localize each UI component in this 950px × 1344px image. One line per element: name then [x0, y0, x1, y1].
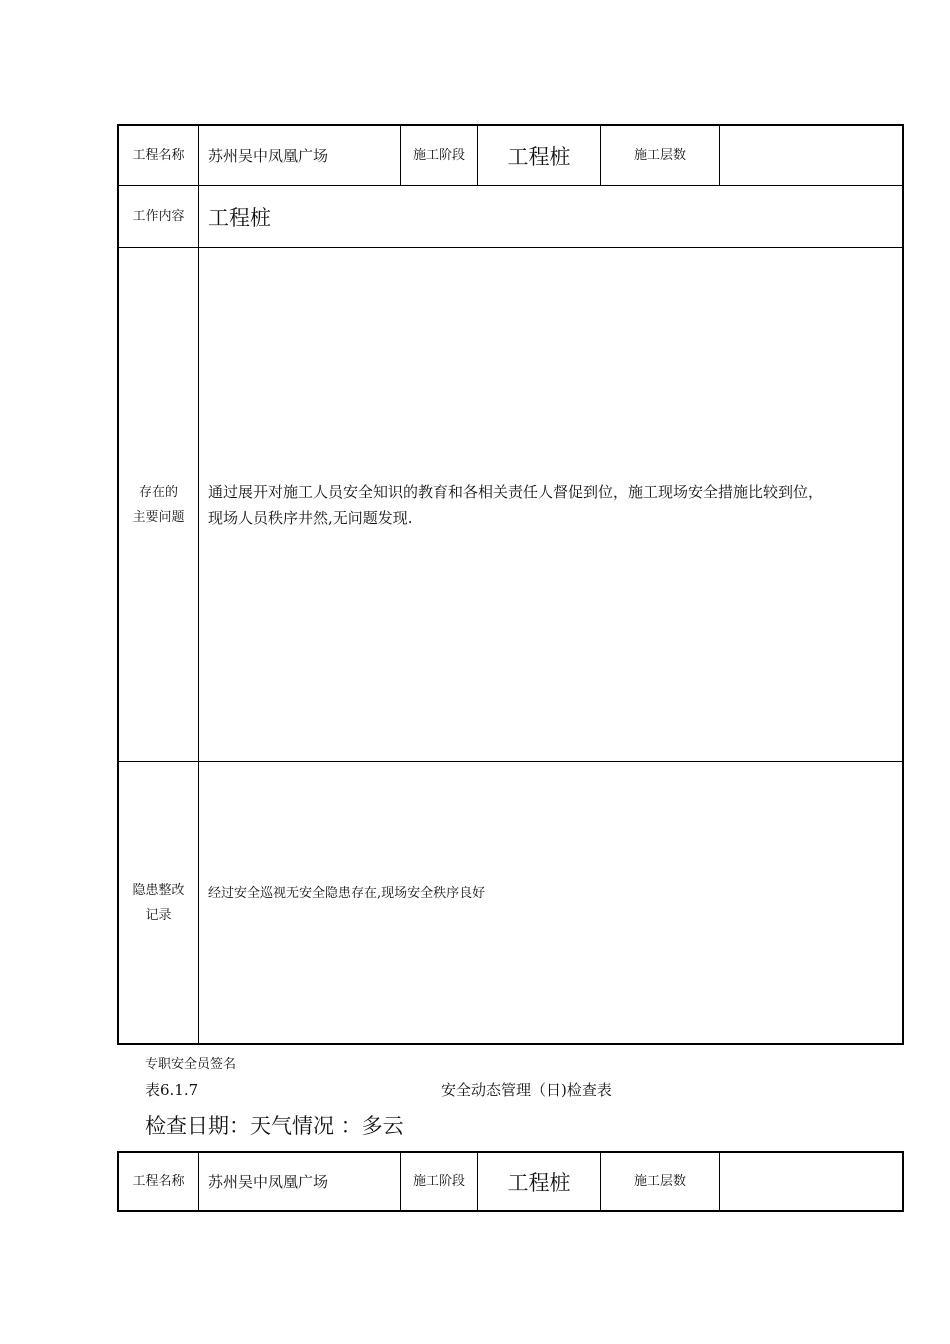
floors-value — [719, 126, 902, 185]
issues-text-line1: 通过展开对施工人员安全知识的教育和各相关责任人督促到位，施工现场安全措施比较到位， — [208, 482, 824, 501]
inspection-table-1 — [117, 124, 904, 1045]
project-name-value-2: 苏州吴中凤凰广场 — [198, 1153, 400, 1210]
form-title: 安全动态管理（日)检查表 — [441, 1081, 612, 1099]
stage-label-2: 施工阶段 — [400, 1153, 477, 1210]
floors-value-2 — [719, 1153, 902, 1210]
stage-value-2: 工程桩 — [477, 1153, 600, 1210]
floors-label: 施工层数 — [600, 126, 719, 185]
inspection-table-2 — [117, 1151, 904, 1212]
rectify-label-line1: 隐患整改 — [132, 882, 185, 898]
inspection-date-weather: 检查日期：天气情况 ：多云 — [145, 1114, 404, 1138]
rectify-value: 经过安全巡视无安全隐患存在,现场安全秩序良好 — [198, 762, 902, 1043]
issues-value — [198, 248, 902, 761]
form-number: 表6.1.7 — [145, 1081, 199, 1099]
rectify-label-line2: 记录 — [145, 907, 172, 923]
floors-label-2: 施工层数 — [600, 1153, 719, 1210]
project-info-row — [119, 126, 902, 185]
rectification-row — [119, 761, 902, 1043]
stage-value: 工程桩 — [477, 126, 600, 185]
project-info-row-2 — [119, 1153, 902, 1210]
project-name-label: 工程名称 — [132, 148, 185, 163]
signature-label: 专职安全员签名 — [145, 1057, 237, 1072]
issues-row — [119, 247, 902, 761]
work-content-value: 工程桩 — [198, 186, 902, 247]
stage-label: 施工阶段 — [400, 126, 477, 185]
project-name-value: 苏州吴中凤凰广场 — [198, 126, 400, 185]
work-content-row — [119, 185, 902, 247]
issues-label — [119, 248, 198, 761]
rectify-label — [119, 762, 198, 1043]
work-content-label: 工作内容 — [132, 209, 185, 224]
issues-label-line1: 存在的 — [138, 484, 178, 500]
issues-label-line2: 主要问题 — [132, 509, 185, 525]
project-name-label-2: 工程名称 — [132, 1174, 185, 1189]
issues-text-line2: 现场人员秩序井然,无问题发现. — [208, 508, 413, 527]
